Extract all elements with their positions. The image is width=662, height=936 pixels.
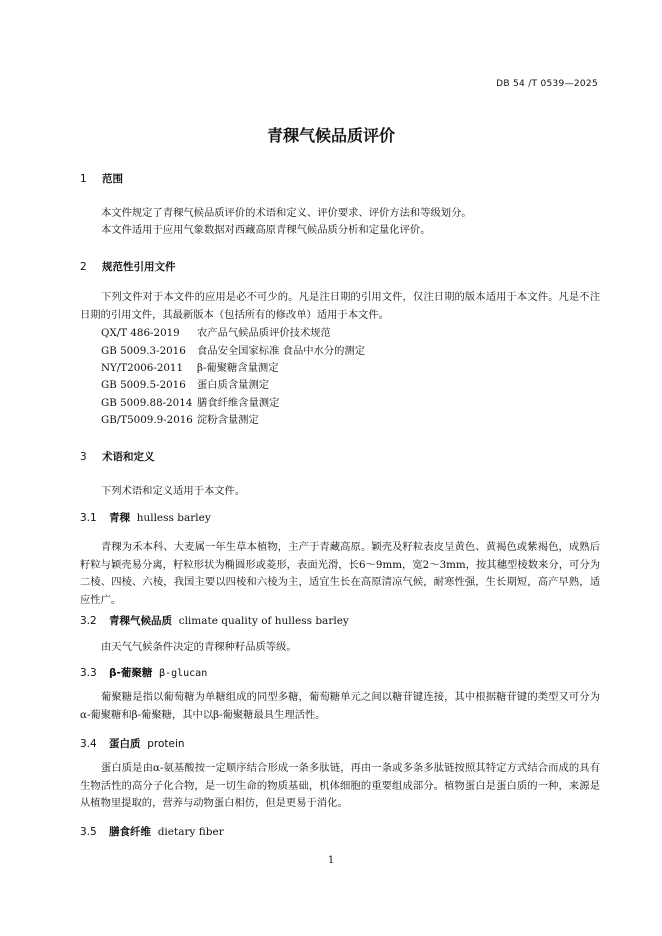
reference-code: GB/T5009.9-2016 [101, 414, 193, 426]
term-number: 3.4 [80, 738, 97, 750]
reference-item [101, 412, 259, 428]
term-chinese: 青稞 [109, 512, 130, 524]
reference-code: GB 5009.5-2016 [101, 379, 186, 391]
section-title: 规范性引用文件 [102, 261, 176, 273]
term-chinese: 蛋白质 [109, 738, 141, 750]
term-number: 3.3 [80, 667, 97, 679]
term-3-1-definition: 青稞为禾本科、大麦属一年生草本植物，主产于青藏高原。颖壳及籽粒表皮呈黄色、黄褐色或紫褐色，成熟后籽粒与颖壳易分离，籽粒形状为椭圆形或菱形，表面光滑，长6～9mm，宽2～3mm，按其穗型棱数来分，可分为二棱、四棱、六棱，我国主要以四棱和六棱为主，适宜生长在高原清凉气候，耐寒性强，生长期短，高产早熟，适应性广。 [80, 541, 600, 606]
term-3-4-definition: 蛋白质是由α-氨基酸按一定顺序结合形成一条多肽链，再由一条或多条多肽链按照其特定方式结合而成的具有生物活性的高分子化合物，是一切生命的物质基础，机体细胞的重要组成部分。植物蛋白是蛋白质的一种，来源是从植物里提取的，营养与动物蛋白相仿，但是更易于消化。 [80, 762, 600, 809]
reference-item [101, 343, 365, 359]
term-chinese: 青稞气候品质 [109, 615, 172, 627]
reference-code: QX/T 486-2019 [101, 327, 180, 339]
section-number: 2 [80, 261, 87, 273]
page-number: 1 [327, 855, 335, 866]
section-2-intro: 下列文件对于本文件的应用是必不可少的。凡是注日期的引用文件，仅注日期的版本适用于本文件。凡是不注日期的引用文件，其最新版本（包括所有的修改单）适用于本文件。 [80, 291, 600, 321]
term-english: hulless barley [136, 512, 211, 524]
section-1-paragraph-2: 本文件适用于应用气象数据对西藏高原青稞气候品质分析和定量化评价。 [101, 224, 431, 236]
term-english: climate quality of hulless barley [178, 615, 349, 627]
term-3-3-heading [80, 665, 207, 680]
reference-title: β-葡聚糖含量测定 [197, 362, 279, 374]
term-english: β-glucan [159, 668, 208, 679]
reference-title: 蛋白质含量测定 [197, 379, 270, 391]
reference-title: 农产品气候品质评价技术规范 [197, 327, 331, 339]
term-3-3-definition: 葡聚糖是指以葡萄糖为单糖组成的同型多糖，葡萄糖单元之间以糖苷键连接，其中根据糖苷键的类型又可分为α-葡聚糖和β-葡聚糖，其中以β-葡聚糖最具生理活性。 [80, 691, 600, 721]
term-3-1-heading [80, 510, 211, 525]
term-english: dietary fiber [157, 826, 224, 838]
section-title: 术语和定义 [102, 451, 155, 463]
section-number: 3 [80, 451, 87, 463]
reference-item [101, 360, 279, 376]
reference-code: GB 5009.88-2014 [101, 397, 193, 409]
term-number: 3.5 [80, 826, 97, 838]
section-1-paragraph-1: 本文件规定了青稞气候品质评价的术语和定义、评价要求、评价方法和等级划分。 [101, 207, 472, 219]
term-number: 3.2 [80, 615, 97, 627]
section-number: 1 [80, 173, 87, 185]
document-title: 青稞气候品质评价 [266, 126, 395, 145]
term-3-2-heading [80, 613, 349, 628]
reference-item [101, 325, 331, 341]
section-3-heading [80, 449, 155, 464]
reference-title: 食品安全国家标准 食品中水分的测定 [197, 345, 366, 357]
section-title: 范围 [102, 173, 123, 185]
term-3-5-heading [80, 824, 224, 839]
reference-title: 膳食纤维含量测定 [197, 397, 280, 409]
term-3-4-heading [80, 736, 185, 751]
reference-code: GB 5009.3-2016 [101, 345, 186, 357]
reference-title: 淀粉含量测定 [197, 414, 259, 426]
term-chinese: 膳食纤维 [109, 826, 151, 838]
term-english: protein [147, 738, 185, 750]
reference-item [101, 395, 279, 411]
section-1-heading [80, 171, 123, 186]
reference-item [101, 377, 269, 393]
section-2-heading [80, 259, 176, 274]
term-3-2-definition: 由天气气候条件决定的青稞种籽品质等级。 [101, 641, 297, 653]
term-number: 3.1 [80, 512, 97, 524]
term-chinese: β-葡聚糖 [109, 667, 153, 679]
section-3-intro: 下列术语和定义适用于本文件。 [101, 485, 246, 497]
document-code: DB 54 /T 0539—2025 [496, 79, 598, 89]
reference-code: NY/T2006-2011 [101, 362, 184, 374]
